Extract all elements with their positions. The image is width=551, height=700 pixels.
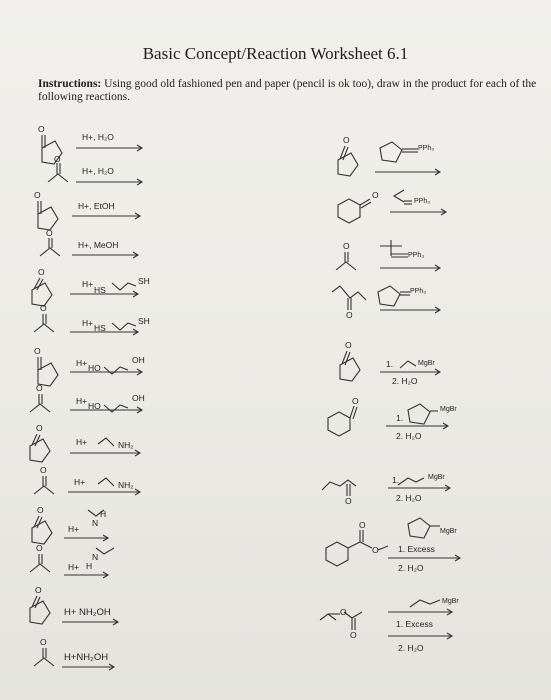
reagent-label: NH₂ (118, 480, 134, 490)
cyclopentanone-structure (30, 596, 50, 624)
reagent-label: OH (132, 355, 145, 365)
cyclopentanone-structure (32, 278, 52, 306)
reagent-label: MgBr (440, 406, 457, 413)
reagent-label: HO (88, 401, 101, 411)
oxygen-atom-label: O (36, 543, 43, 553)
reagent-label: H+ (68, 524, 80, 534)
reaction-arrow (62, 664, 114, 670)
oxygen-atom-label: O (372, 545, 379, 555)
reaction-arrow (64, 572, 108, 578)
oxygen-atom-label: O (352, 396, 359, 406)
reagent-label: H+, H₂O (82, 132, 114, 142)
reagent-label: PPh₃ (408, 252, 425, 259)
reaction-arrow (388, 485, 450, 491)
oxygen-atom-label: O (40, 465, 47, 475)
reagent-label: 1. Excess (396, 619, 433, 629)
reaction-arrow (76, 179, 142, 185)
reaction-arrow (70, 407, 142, 413)
phosphorus-ylide-structure (378, 286, 410, 306)
reaction-arrow (70, 369, 142, 375)
reagent-label: MgBr (442, 598, 459, 605)
reaction-arrow (76, 145, 142, 151)
reagent-label: H+ (82, 279, 94, 289)
oxygen-atom-label: O (343, 135, 350, 145)
reaction-arrow (72, 213, 140, 219)
oxygen-atom-label: O (36, 423, 43, 433)
oxygen-atom-label: O (38, 124, 45, 134)
ketone-structure (322, 480, 356, 496)
oxygen-atom-label: O (46, 228, 53, 238)
acetone-structure (336, 252, 356, 270)
reagent-label: PPh₃ (414, 198, 431, 205)
ketone-structure (332, 286, 366, 310)
reagent-label: 2. H₂O (392, 376, 418, 386)
reagent-label: MgBr (428, 474, 445, 481)
reagent-label: 2. H₂O (398, 643, 424, 653)
oxygen-atom-label: O (372, 190, 379, 200)
reagent-label: SH (138, 316, 150, 326)
reagent-label: H+ (74, 477, 86, 487)
cyclopentanone-structure (340, 351, 360, 381)
reaction-arrow (388, 633, 452, 639)
reagent-label: H+ (76, 396, 88, 406)
propyl-grignard-chain (398, 478, 424, 485)
instructions-label: Instructions: (38, 78, 102, 90)
oxygen-atom-label: O (345, 496, 352, 506)
propylene-glycol-chain (104, 405, 128, 412)
reaction-arrow (64, 535, 108, 541)
secondary-amine-chain (96, 548, 114, 554)
cyclohexanone-structure (338, 199, 371, 223)
reagent-label: 1. (386, 359, 394, 369)
reagent-label: H+ (68, 562, 80, 572)
reagent-label: SH (138, 276, 150, 286)
oxygen-atom-label: O (345, 340, 352, 350)
reagent-label: H+, EtOH (78, 201, 115, 211)
acetone-structure (30, 394, 50, 412)
reagent-label: H+NH₂OH (64, 652, 109, 663)
oxygen-atom-label: O (34, 190, 41, 200)
amine-chain (98, 478, 114, 486)
reaction-arrow (388, 609, 452, 615)
reagent-label: H+, H₂O (82, 166, 114, 176)
reagent-label: HO (88, 363, 101, 373)
propanedithiol-chain (112, 323, 136, 330)
reagent-label: N (92, 552, 99, 562)
cyclopentanone-structure (38, 357, 58, 386)
acetone-structure (40, 238, 60, 256)
reagent-label: H (100, 509, 107, 519)
reagent-label: H+ (82, 318, 94, 328)
phosphorus-ylide-structure (380, 240, 408, 257)
ethanedithiol-chain (112, 283, 136, 290)
reaction-arrow (375, 169, 440, 175)
reagent-label: HS (94, 323, 106, 333)
amine-chain (98, 438, 114, 446)
cyclopentanone-structure (30, 434, 50, 462)
oxygen-atom-label: O (343, 241, 350, 251)
oxygen-atom-label: O (36, 383, 43, 393)
oxygen-atom-label: O (359, 520, 366, 530)
oxygen-atom-label: O (34, 346, 41, 356)
reagent-label: 1. Excess (398, 544, 435, 554)
oxygen-atom-label: O (40, 637, 47, 647)
reaction-arrow (380, 265, 440, 271)
acetone-structure (34, 648, 54, 666)
cyclohexanone-structure (328, 406, 357, 436)
reaction-arrow (388, 555, 460, 561)
acetone-structure (34, 314, 54, 332)
oxygen-atom-label: O (340, 607, 347, 617)
acetone-structure (30, 554, 50, 572)
cyclopentanone-structure (32, 516, 52, 544)
reagent-label: 1. (392, 475, 400, 485)
reagent-label: H (86, 561, 93, 571)
reaction-arrow (380, 307, 440, 313)
ethyl-grignard-chain (400, 361, 416, 368)
phosphorus-ylide-structure (394, 190, 412, 204)
acetone-structure (34, 476, 54, 494)
reagent-label: PPh₃ (418, 145, 435, 152)
reagent-label: H+ (76, 358, 88, 368)
oxygen-atom-label: O (35, 585, 42, 595)
reagent-label: 2. H₂O (398, 563, 424, 573)
cyclopentyl-grignard-structure (408, 518, 440, 538)
reagent-label: MgBr (440, 528, 457, 535)
oxygen-atom-label: O (54, 154, 61, 164)
reagent-label: H+ NH₂OH (64, 607, 111, 618)
reagent-label: 2. H₂O (396, 431, 422, 441)
reagent-label: PPh₃ (410, 288, 427, 295)
oxygen-atom-label: O (350, 630, 357, 640)
reagent-label: NH₂ (118, 440, 134, 450)
acetone-structure (48, 163, 68, 182)
reaction-arrow (386, 423, 448, 429)
cyclopentanone-structure (338, 146, 358, 176)
reagent-label: H+ (76, 437, 88, 447)
phosphorus-ylide-structure (380, 142, 418, 162)
reaction-arrow (390, 209, 446, 215)
reagent-label: OH (132, 393, 145, 403)
reaction-arrow (72, 252, 138, 258)
reaction-arrow (62, 619, 118, 625)
reagent-label: 2. H₂O (396, 493, 422, 503)
reagent-label: HS (94, 285, 106, 295)
reagent-label: 1. (396, 413, 404, 423)
ethylene-glycol-chain (104, 367, 128, 374)
reaction-arrow (380, 369, 440, 375)
oxygen-atom-label: O (40, 303, 47, 313)
page-title: Basic Concept/Reaction Worksheet 6.1 (142, 44, 409, 63)
cyclopentyl-grignard-structure (408, 404, 438, 424)
reagent-label: N (92, 518, 99, 528)
cyclopentanone-structure (38, 201, 58, 230)
reaction-arrow (70, 450, 140, 456)
propyl-grignard-chain (410, 600, 440, 607)
oxygen-atom-label: O (346, 310, 353, 320)
oxygen-atom-label: O (37, 505, 44, 515)
instructions-text: Using good old fashioned pen and paper (pencil is ok too), draw in the product for each of the following reactions. (38, 78, 537, 103)
reagent-label: MgBr (418, 360, 435, 367)
reagent-label: H+, MeOH (78, 240, 119, 250)
oxygen-atom-label: O (38, 267, 45, 277)
